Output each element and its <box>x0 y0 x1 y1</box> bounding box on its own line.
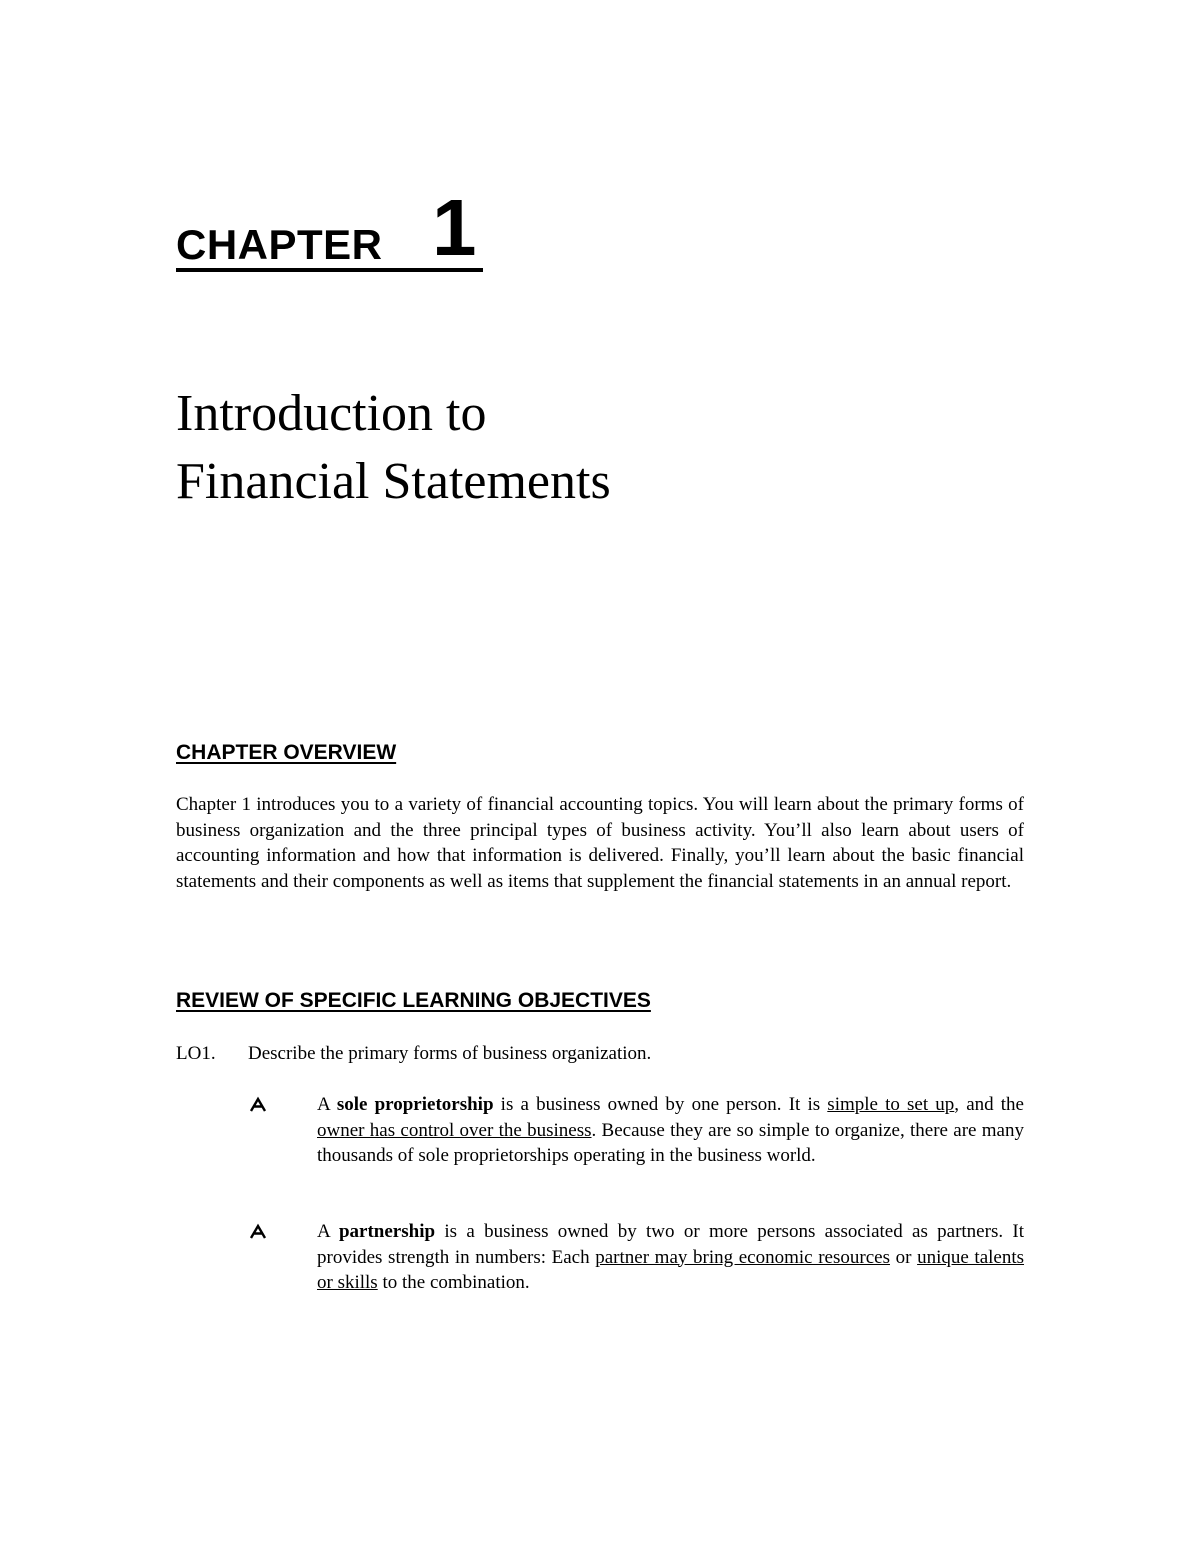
chapter-title-line-2: Financial Statements <box>176 453 611 510</box>
bullet-text-segment: is a business owned by two or more persons associated as partners. It provides strength in numbers: Each <box>317 1221 1024 1268</box>
learning-objective-number: LO1. <box>176 1043 216 1064</box>
chapter-overview-heading: CHAPTER OVERVIEW <box>176 741 397 764</box>
bullet-text-segment: is a business owned by one person. It is <box>493 1094 828 1115</box>
term-partnership: partnership <box>338 1221 436 1242</box>
chapter-overview-text: Chapter 1 introduces you to a variety of financial accounting topics. You will learn about the primary forms of business organization and the three principal types of business activity. You’ll also learn about users of accounting information and how that information is delivered. Finally, you’ll learn about the basic financial statements and their components as well as items that supplement the financial statements in an annual report. <box>176 794 1024 892</box>
triangle-bullet-icon <box>248 1092 268 1117</box>
bullet-text-segment: A <box>317 1094 337 1115</box>
bullet-text-segment: to the combination. <box>377 1272 530 1294</box>
learning-objectives-heading: REVIEW OF SPECIFIC LEARNING OBJECTIVES <box>176 989 651 1012</box>
underlined-phrase: owner has control over the business <box>317 1119 592 1141</box>
bullet-text-segment: . Because they are so simple to organize, there are many thousands of sole proprietorships operating in the business world. <box>317 1119 1024 1167</box>
learning-objective-text: Describe the primary forms of business organization. <box>248 1043 652 1064</box>
bullet-text-segment: A <box>317 1221 339 1242</box>
chapter-number: 1 <box>432 183 477 272</box>
triangle-bullet-icon <box>248 1219 268 1244</box>
bullet-text-segment: or <box>889 1246 918 1268</box>
underlined-phrase: unique talents or skills <box>317 1246 1025 1294</box>
chapter-title <box>176 380 611 516</box>
term-sole-proprietorship: sole proprietorship <box>336 1094 494 1115</box>
bullet-text-segment: , and the <box>954 1094 1024 1115</box>
bullet-text <box>317 1219 1024 1296</box>
underlined-phrase: partner may bring economic resources <box>595 1246 890 1268</box>
underlined-phrase: simple to set up <box>827 1094 955 1115</box>
chapter-heading <box>176 183 483 272</box>
chapter-word: CHAPTER <box>176 221 383 268</box>
chapter-title-line-1: Introduction to <box>176 385 487 442</box>
bullet-text <box>317 1092 1024 1169</box>
